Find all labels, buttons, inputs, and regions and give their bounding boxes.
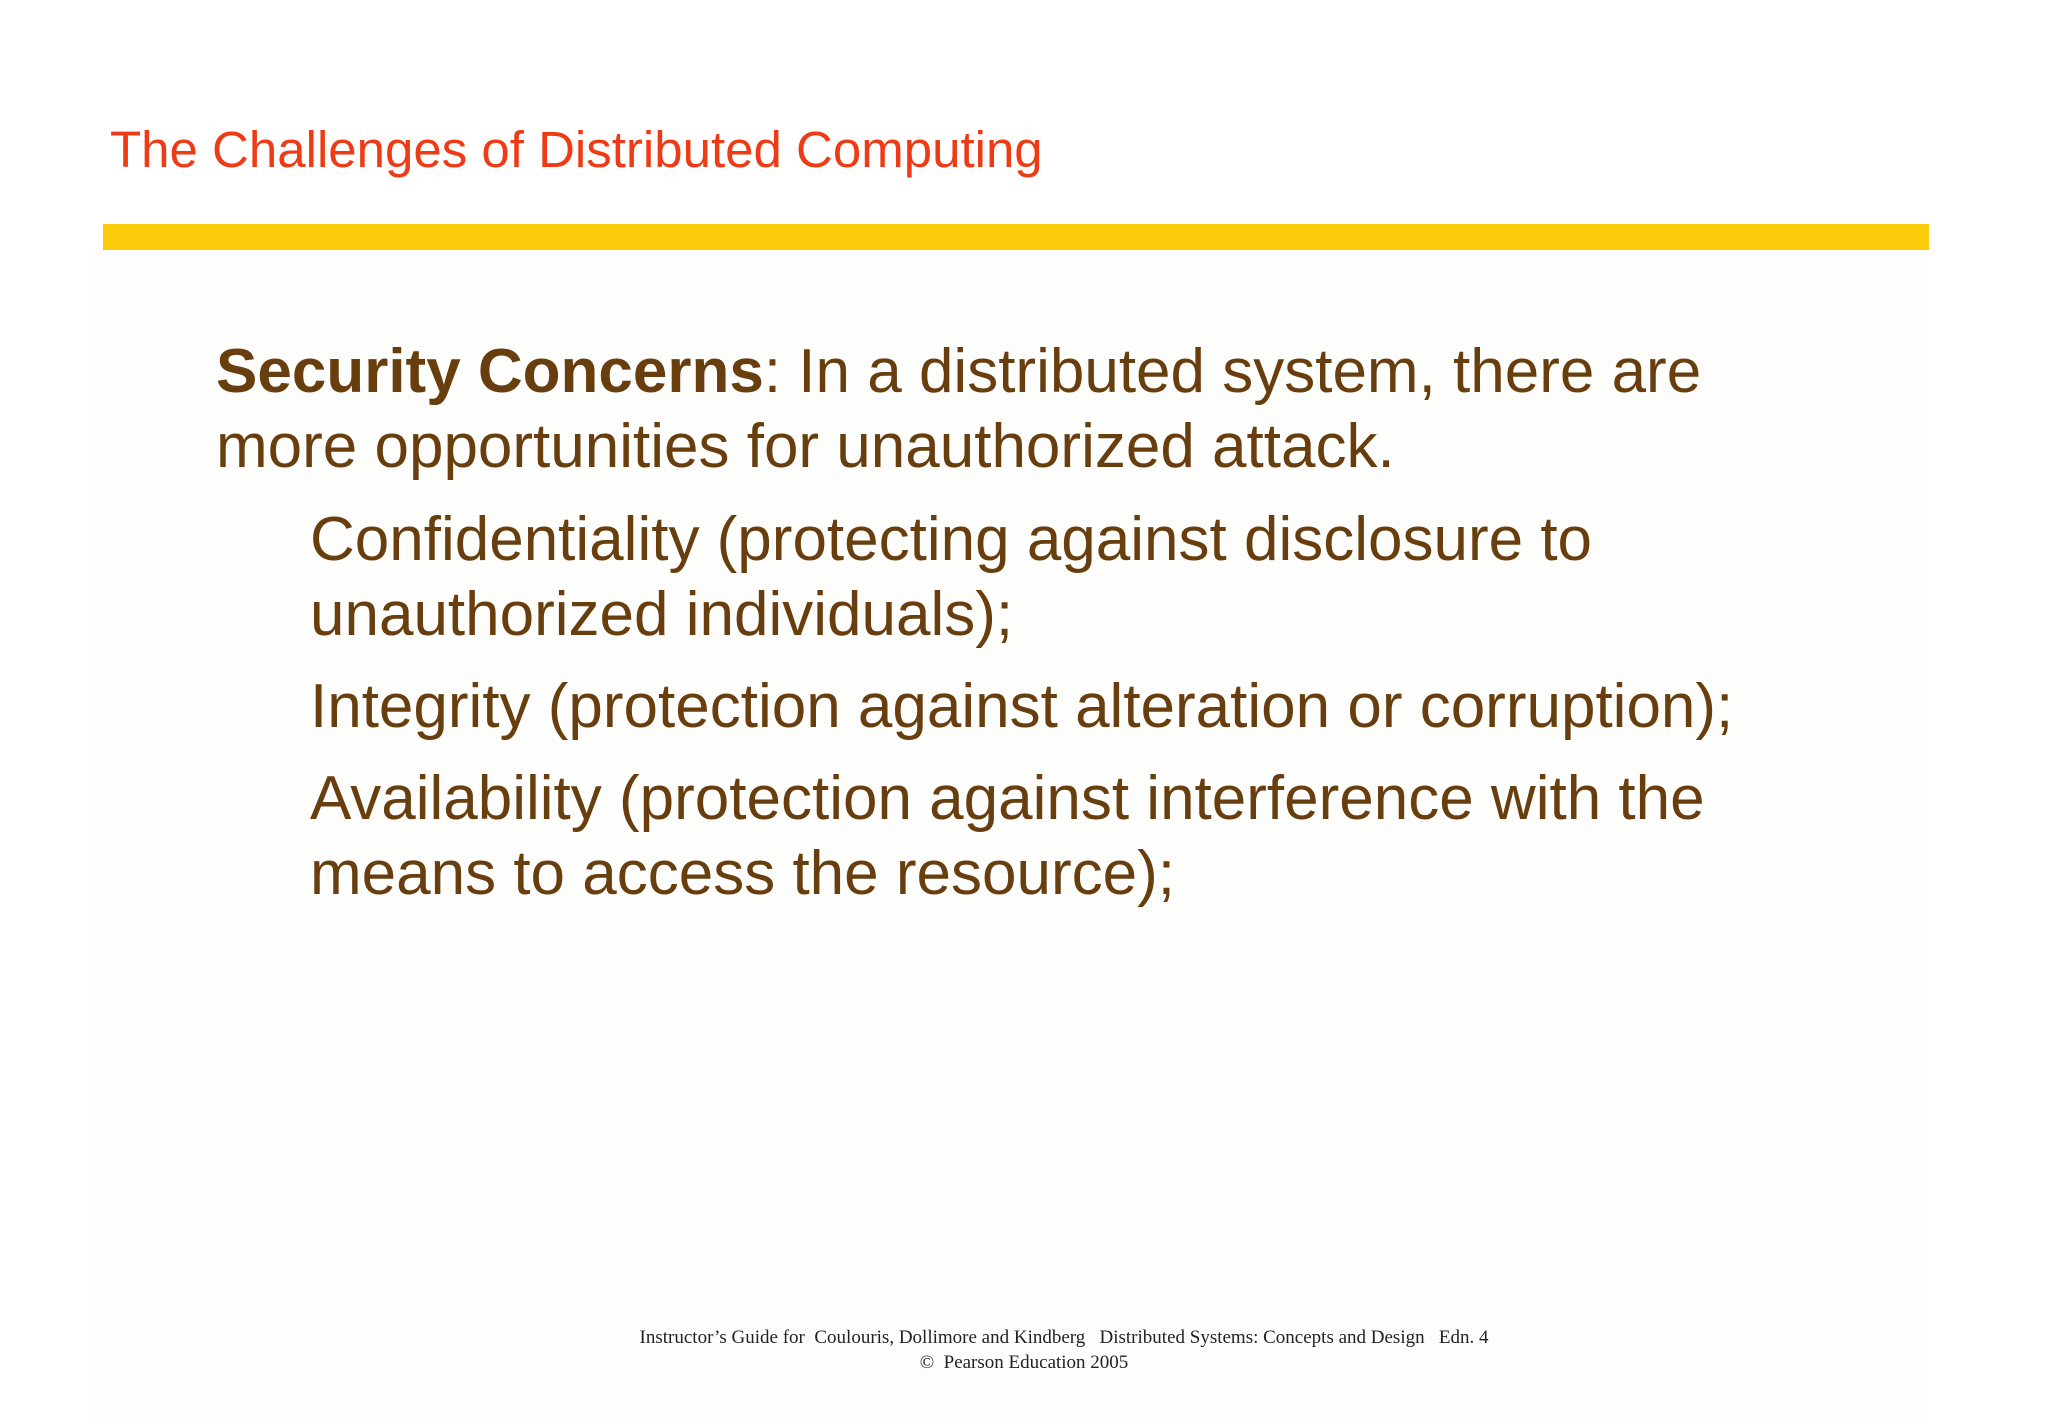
availability-item: Availability (protection against interference with the means to access the resource); (310, 764, 1705, 908)
security-concerns-text: : In a distributed system, there are more opportunities for unauthorized attack. (216, 337, 1702, 481)
slide-title: The Challenges of Distributed Computing (110, 121, 1043, 178)
confidentiality-item: Confidentiality (protecting against disclosure to unauthorized individuals); (310, 505, 1593, 649)
security-concerns-paragraph (216, 334, 1776, 484)
security-concerns-heading: Security Concerns (216, 337, 764, 406)
footer-citation: Instructor’s Guide for Coulouris, Dollimore and Kindberg Distributed Systems: Concepts and Design Edn. 4 (639, 1327, 1489, 1348)
integrity-item: Integrity (protection against alteration or corruption); (310, 672, 1734, 741)
footer-copyright: © Pearson Education 2005 (919, 1352, 1129, 1373)
title-rule (103, 224, 1929, 250)
